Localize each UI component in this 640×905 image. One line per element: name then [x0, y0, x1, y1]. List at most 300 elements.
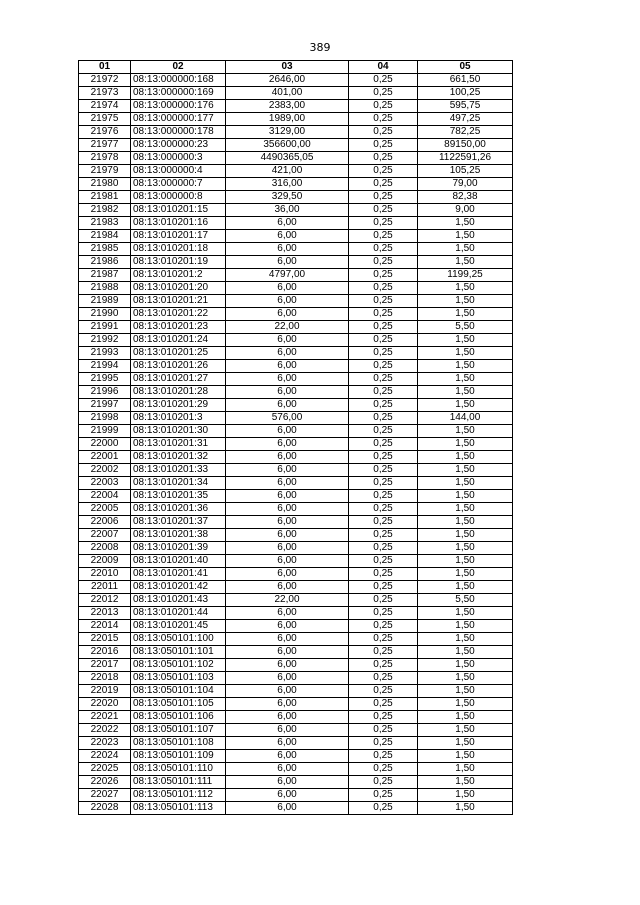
cadastral-number-cell: 08:13:010201:29 [131, 399, 226, 412]
cadastral-number-cell: 08:13:010201:24 [131, 334, 226, 347]
cadastral-number-cell: 08:13:010201:15 [131, 204, 226, 217]
total-value-cell: 1,50 [418, 308, 513, 321]
rate-value-cell: 0,25 [349, 685, 418, 698]
table-row [79, 503, 513, 516]
total-value-cell: 1,50 [418, 724, 513, 737]
table-row [79, 360, 513, 373]
total-value-cell: 1,50 [418, 633, 513, 646]
total-value-cell: 1,50 [418, 282, 513, 295]
rate-value-cell: 0,25 [349, 269, 418, 282]
area-value-cell: 329,50 [226, 191, 349, 204]
rate-value-cell: 0,25 [349, 126, 418, 139]
total-value-cell: 105,25 [418, 165, 513, 178]
rate-value-cell: 0,25 [349, 100, 418, 113]
table-row [79, 529, 513, 542]
cadastral-number-cell: 08:13:010201:3 [131, 412, 226, 425]
area-value-cell: 6,00 [226, 711, 349, 724]
table-row [79, 789, 513, 802]
row-number-cell: 22011 [79, 581, 131, 594]
row-number-cell: 22001 [79, 451, 131, 464]
total-value-cell: 1,50 [418, 581, 513, 594]
page-number: 389 [309, 41, 331, 54]
cadastral-number-cell: 08:13:010201:27 [131, 373, 226, 386]
cadastral-number-cell: 08:13:000000:176 [131, 100, 226, 113]
total-value-cell: 79,00 [418, 178, 513, 191]
rate-value-cell: 0,25 [349, 711, 418, 724]
total-value-cell: 1,50 [418, 230, 513, 243]
column-header-04: 04 [349, 61, 418, 74]
total-value-cell: 1,50 [418, 347, 513, 360]
row-number-cell: 22019 [79, 685, 131, 698]
row-number-cell: 22004 [79, 490, 131, 503]
table-row [79, 139, 513, 152]
cadastral-number-cell: 08:13:050101:113 [131, 802, 226, 815]
cadastral-number-cell: 08:13:010201:31 [131, 438, 226, 451]
table-row [79, 295, 513, 308]
cadastral-number-cell: 08:13:000000:8 [131, 191, 226, 204]
area-value-cell: 6,00 [226, 217, 349, 230]
cadastral-number-cell: 08:13:010201:18 [131, 243, 226, 256]
table-row [79, 269, 513, 282]
total-value-cell: 1,50 [418, 607, 513, 620]
row-number-cell: 22020 [79, 698, 131, 711]
row-number-cell: 21980 [79, 178, 131, 191]
table-body [79, 74, 513, 815]
rate-value-cell: 0,25 [349, 776, 418, 789]
row-number-cell: 21975 [79, 113, 131, 126]
rate-value-cell: 0,25 [349, 698, 418, 711]
area-value-cell: 6,00 [226, 334, 349, 347]
cadastral-number-cell: 08:13:010201:35 [131, 490, 226, 503]
total-value-cell: 1,50 [418, 360, 513, 373]
total-value-cell: 1,50 [418, 438, 513, 451]
row-number-cell: 21985 [79, 243, 131, 256]
cadastral-number-cell: 08:13:010201:39 [131, 542, 226, 555]
rate-value-cell: 0,25 [349, 633, 418, 646]
table-header-row [79, 61, 513, 74]
table-row [79, 334, 513, 347]
total-value-cell: 1,50 [418, 646, 513, 659]
rate-value-cell: 0,25 [349, 477, 418, 490]
area-value-cell: 4797,00 [226, 269, 349, 282]
total-value-cell: 5,50 [418, 321, 513, 334]
cadastral-number-cell: 08:13:050101:110 [131, 763, 226, 776]
cadastral-number-cell: 08:13:050101:111 [131, 776, 226, 789]
table-row [79, 750, 513, 763]
row-number-cell: 22000 [79, 438, 131, 451]
table-row [79, 542, 513, 555]
table-row [79, 698, 513, 711]
total-value-cell: 1,50 [418, 737, 513, 750]
total-value-cell: 100,25 [418, 87, 513, 100]
total-value-cell: 1,50 [418, 217, 513, 230]
area-value-cell: 6,00 [226, 568, 349, 581]
rate-value-cell: 0,25 [349, 555, 418, 568]
rate-value-cell: 0,25 [349, 191, 418, 204]
area-value-cell: 6,00 [226, 477, 349, 490]
table-row [79, 490, 513, 503]
row-number-cell: 22027 [79, 789, 131, 802]
row-number-cell: 22028 [79, 802, 131, 815]
table-row [79, 620, 513, 633]
cadastral-number-cell: 08:13:000000:177 [131, 113, 226, 126]
area-value-cell: 4490365,05 [226, 152, 349, 165]
area-value-cell: 6,00 [226, 581, 349, 594]
rate-value-cell: 0,25 [349, 243, 418, 256]
rate-value-cell: 0,25 [349, 360, 418, 373]
total-value-cell: 1,50 [418, 555, 513, 568]
total-value-cell: 595,75 [418, 100, 513, 113]
rate-value-cell: 0,25 [349, 334, 418, 347]
table-row [79, 802, 513, 815]
area-value-cell: 6,00 [226, 555, 349, 568]
row-number-cell: 21977 [79, 139, 131, 152]
table-row [79, 594, 513, 607]
cadastral-number-cell: 08:13:000000:3 [131, 152, 226, 165]
rate-value-cell: 0,25 [349, 646, 418, 659]
total-value-cell: 1,50 [418, 568, 513, 581]
row-number-cell: 22018 [79, 672, 131, 685]
cadastral-number-cell: 08:13:010201:41 [131, 568, 226, 581]
cadastral-number-cell: 08:13:050101:109 [131, 750, 226, 763]
total-value-cell: 1,50 [418, 425, 513, 438]
rate-value-cell: 0,25 [349, 282, 418, 295]
row-number-cell: 21988 [79, 282, 131, 295]
total-value-cell: 1,50 [418, 334, 513, 347]
cadastral-number-cell: 08:13:010201:32 [131, 451, 226, 464]
cadastral-number-cell: 08:13:010201:33 [131, 464, 226, 477]
area-value-cell: 6,00 [226, 789, 349, 802]
total-value-cell: 1,50 [418, 373, 513, 386]
table-row [79, 87, 513, 100]
area-value-cell: 6,00 [226, 529, 349, 542]
total-value-cell: 1,50 [418, 243, 513, 256]
rate-value-cell: 0,25 [349, 724, 418, 737]
total-value-cell: 89150,00 [418, 139, 513, 152]
row-number-cell: 21973 [79, 87, 131, 100]
rate-value-cell: 0,25 [349, 529, 418, 542]
row-number-cell: 22012 [79, 594, 131, 607]
total-value-cell: 1,50 [418, 659, 513, 672]
row-number-cell: 22002 [79, 464, 131, 477]
total-value-cell: 1,50 [418, 516, 513, 529]
area-value-cell: 6,00 [226, 399, 349, 412]
area-value-cell: 6,00 [226, 230, 349, 243]
total-value-cell: 1,50 [418, 620, 513, 633]
cadastral-number-cell: 08:13:010201:20 [131, 282, 226, 295]
total-value-cell: 1,50 [418, 451, 513, 464]
rate-value-cell: 0,25 [349, 204, 418, 217]
rate-value-cell: 0,25 [349, 802, 418, 815]
table-row [79, 204, 513, 217]
rate-value-cell: 0,25 [349, 87, 418, 100]
table-row [79, 659, 513, 672]
row-number-cell: 21974 [79, 100, 131, 113]
total-value-cell: 1,50 [418, 503, 513, 516]
total-value-cell: 144,00 [418, 412, 513, 425]
total-value-cell: 1,50 [418, 529, 513, 542]
row-number-cell: 22003 [79, 477, 131, 490]
table-row [79, 321, 513, 334]
area-value-cell: 3129,00 [226, 126, 349, 139]
rate-value-cell: 0,25 [349, 490, 418, 503]
column-header-01: 01 [79, 61, 131, 74]
cadastral-number-cell: 08:13:010201:40 [131, 555, 226, 568]
cadastral-number-cell: 08:13:000000:7 [131, 178, 226, 191]
row-number-cell: 21998 [79, 412, 131, 425]
cadastral-number-cell: 08:13:010201:28 [131, 386, 226, 399]
cadastral-number-cell: 08:13:010201:36 [131, 503, 226, 516]
total-value-cell: 9,00 [418, 204, 513, 217]
cadastral-number-cell: 08:13:050101:104 [131, 685, 226, 698]
table-row [79, 672, 513, 685]
rate-value-cell: 0,25 [349, 321, 418, 334]
area-value-cell: 6,00 [226, 633, 349, 646]
row-number-cell: 21983 [79, 217, 131, 230]
total-value-cell: 1,50 [418, 802, 513, 815]
total-value-cell: 1199,25 [418, 269, 513, 282]
row-number-cell: 22007 [79, 529, 131, 542]
column-header-03: 03 [226, 61, 349, 74]
rate-value-cell: 0,25 [349, 256, 418, 269]
table-row [79, 347, 513, 360]
area-value-cell: 6,00 [226, 295, 349, 308]
total-value-cell: 1,50 [418, 256, 513, 269]
area-value-cell: 356600,00 [226, 139, 349, 152]
table-row [79, 178, 513, 191]
row-number-cell: 22005 [79, 503, 131, 516]
rate-value-cell: 0,25 [349, 789, 418, 802]
table-row [79, 568, 513, 581]
rate-value-cell: 0,25 [349, 217, 418, 230]
area-value-cell: 6,00 [226, 776, 349, 789]
rate-value-cell: 0,25 [349, 230, 418, 243]
rate-value-cell: 0,25 [349, 347, 418, 360]
total-value-cell: 782,25 [418, 126, 513, 139]
cadastral-number-cell: 08:13:010201:45 [131, 620, 226, 633]
total-value-cell: 1,50 [418, 386, 513, 399]
table-row [79, 412, 513, 425]
column-header-05: 05 [418, 61, 513, 74]
row-number-cell: 21995 [79, 373, 131, 386]
table-row [79, 165, 513, 178]
table-row [79, 100, 513, 113]
cadastral-number-cell: 08:13:010201:2 [131, 269, 226, 282]
table-row [79, 776, 513, 789]
row-number-cell: 22015 [79, 633, 131, 646]
area-value-cell: 2646,00 [226, 74, 349, 87]
row-number-cell: 21979 [79, 165, 131, 178]
total-value-cell: 1,50 [418, 542, 513, 555]
total-value-cell: 1,50 [418, 750, 513, 763]
rate-value-cell: 0,25 [349, 516, 418, 529]
area-value-cell: 6,00 [226, 724, 349, 737]
row-number-cell: 21994 [79, 360, 131, 373]
cadastral-number-cell: 08:13:010201:16 [131, 217, 226, 230]
total-value-cell: 661,50 [418, 74, 513, 87]
table-row [79, 581, 513, 594]
area-value-cell: 6,00 [226, 425, 349, 438]
cadastral-number-cell: 08:13:010201:34 [131, 477, 226, 490]
table-row [79, 373, 513, 386]
cadastral-number-cell: 08:13:010201:30 [131, 425, 226, 438]
area-value-cell: 6,00 [226, 360, 349, 373]
table-row [79, 737, 513, 750]
area-value-cell: 6,00 [226, 503, 349, 516]
table-row [79, 633, 513, 646]
total-value-cell: 5,50 [418, 594, 513, 607]
cadastral-number-cell: 08:13:050101:106 [131, 711, 226, 724]
cadastral-number-cell: 08:13:010201:22 [131, 308, 226, 321]
area-value-cell: 22,00 [226, 321, 349, 334]
table-row [79, 308, 513, 321]
rate-value-cell: 0,25 [349, 74, 418, 87]
total-value-cell: 1,50 [418, 711, 513, 724]
table-row [79, 646, 513, 659]
row-number-cell: 21993 [79, 347, 131, 360]
table-row [79, 243, 513, 256]
total-value-cell: 1,50 [418, 464, 513, 477]
table-row [79, 711, 513, 724]
table-row [79, 724, 513, 737]
rate-value-cell: 0,25 [349, 373, 418, 386]
rate-value-cell: 0,25 [349, 672, 418, 685]
area-value-cell: 6,00 [226, 698, 349, 711]
row-number-cell: 22023 [79, 737, 131, 750]
cadastral-number-cell: 08:13:010201:26 [131, 360, 226, 373]
table-row [79, 399, 513, 412]
row-number-cell: 21990 [79, 308, 131, 321]
cadastral-number-cell: 08:13:050101:108 [131, 737, 226, 750]
row-number-cell: 21981 [79, 191, 131, 204]
row-number-cell: 22017 [79, 659, 131, 672]
cadastral-number-cell: 08:13:050101:100 [131, 633, 226, 646]
row-number-cell: 21991 [79, 321, 131, 334]
row-number-cell: 22009 [79, 555, 131, 568]
cadastral-number-cell: 08:13:050101:101 [131, 646, 226, 659]
area-value-cell: 6,00 [226, 347, 349, 360]
total-value-cell: 1,50 [418, 672, 513, 685]
total-value-cell: 1,50 [418, 399, 513, 412]
row-number-cell: 21984 [79, 230, 131, 243]
rate-value-cell: 0,25 [349, 113, 418, 126]
total-value-cell: 1,50 [418, 295, 513, 308]
row-number-cell: 22026 [79, 776, 131, 789]
area-value-cell: 6,00 [226, 750, 349, 763]
row-number-cell: 22006 [79, 516, 131, 529]
rate-value-cell: 0,25 [349, 737, 418, 750]
area-value-cell: 6,00 [226, 685, 349, 698]
area-value-cell: 6,00 [226, 373, 349, 386]
row-number-cell: 21997 [79, 399, 131, 412]
row-number-cell: 22010 [79, 568, 131, 581]
cadastral-number-cell: 08:13:000000:178 [131, 126, 226, 139]
rate-value-cell: 0,25 [349, 581, 418, 594]
row-number-cell: 22025 [79, 763, 131, 776]
area-value-cell: 401,00 [226, 87, 349, 100]
row-number-cell: 21982 [79, 204, 131, 217]
cadastral-number-cell: 08:13:000000:169 [131, 87, 226, 100]
area-value-cell: 6,00 [226, 490, 349, 503]
table-row [79, 256, 513, 269]
total-value-cell: 1,50 [418, 789, 513, 802]
table-row [79, 152, 513, 165]
row-number-cell: 21996 [79, 386, 131, 399]
row-number-cell: 22016 [79, 646, 131, 659]
total-value-cell: 1,50 [418, 776, 513, 789]
table-row [79, 516, 513, 529]
table-row [79, 607, 513, 620]
rate-value-cell: 0,25 [349, 438, 418, 451]
area-value-cell: 36,00 [226, 204, 349, 217]
total-value-cell: 1122591,26 [418, 152, 513, 165]
area-value-cell: 6,00 [226, 451, 349, 464]
area-value-cell: 6,00 [226, 386, 349, 399]
rate-value-cell: 0,25 [349, 295, 418, 308]
row-number-cell: 21989 [79, 295, 131, 308]
area-value-cell: 6,00 [226, 802, 349, 815]
table-row [79, 763, 513, 776]
total-value-cell: 1,50 [418, 698, 513, 711]
area-value-cell: 6,00 [226, 620, 349, 633]
area-value-cell: 6,00 [226, 542, 349, 555]
area-value-cell: 6,00 [226, 282, 349, 295]
table-row [79, 113, 513, 126]
row-number-cell: 22021 [79, 711, 131, 724]
area-value-cell: 6,00 [226, 646, 349, 659]
cadastral-number-cell: 08:13:010201:19 [131, 256, 226, 269]
area-value-cell: 6,00 [226, 737, 349, 750]
row-number-cell: 22014 [79, 620, 131, 633]
rate-value-cell: 0,25 [349, 568, 418, 581]
table-row [79, 464, 513, 477]
row-number-cell: 22013 [79, 607, 131, 620]
area-value-cell: 6,00 [226, 672, 349, 685]
area-value-cell: 421,00 [226, 165, 349, 178]
cadastral-number-cell: 08:13:050101:103 [131, 672, 226, 685]
table-row [79, 74, 513, 87]
table-row [79, 126, 513, 139]
rate-value-cell: 0,25 [349, 178, 418, 191]
rate-value-cell: 0,25 [349, 503, 418, 516]
row-number-cell: 21986 [79, 256, 131, 269]
row-number-cell: 21992 [79, 334, 131, 347]
rate-value-cell: 0,25 [349, 594, 418, 607]
area-value-cell: 6,00 [226, 256, 349, 269]
rate-value-cell: 0,25 [349, 165, 418, 178]
total-value-cell: 1,50 [418, 685, 513, 698]
rate-value-cell: 0,25 [349, 386, 418, 399]
cadastral-number-cell: 08:13:010201:42 [131, 581, 226, 594]
row-number-cell: 22008 [79, 542, 131, 555]
cadastral-number-cell: 08:13:010201:23 [131, 321, 226, 334]
data-table [78, 60, 513, 815]
area-value-cell: 6,00 [226, 516, 349, 529]
area-value-cell: 1989,00 [226, 113, 349, 126]
cadastral-number-cell: 08:13:010201:25 [131, 347, 226, 360]
rate-value-cell: 0,25 [349, 425, 418, 438]
total-value-cell: 82,38 [418, 191, 513, 204]
cadastral-number-cell: 08:13:010201:37 [131, 516, 226, 529]
rate-value-cell: 0,25 [349, 542, 418, 555]
row-number-cell: 21976 [79, 126, 131, 139]
row-number-cell: 21972 [79, 74, 131, 87]
area-value-cell: 6,00 [226, 659, 349, 672]
cadastral-number-cell: 08:13:010201:43 [131, 594, 226, 607]
table-row [79, 191, 513, 204]
table-row [79, 555, 513, 568]
cadastral-number-cell: 08:13:000000:168 [131, 74, 226, 87]
